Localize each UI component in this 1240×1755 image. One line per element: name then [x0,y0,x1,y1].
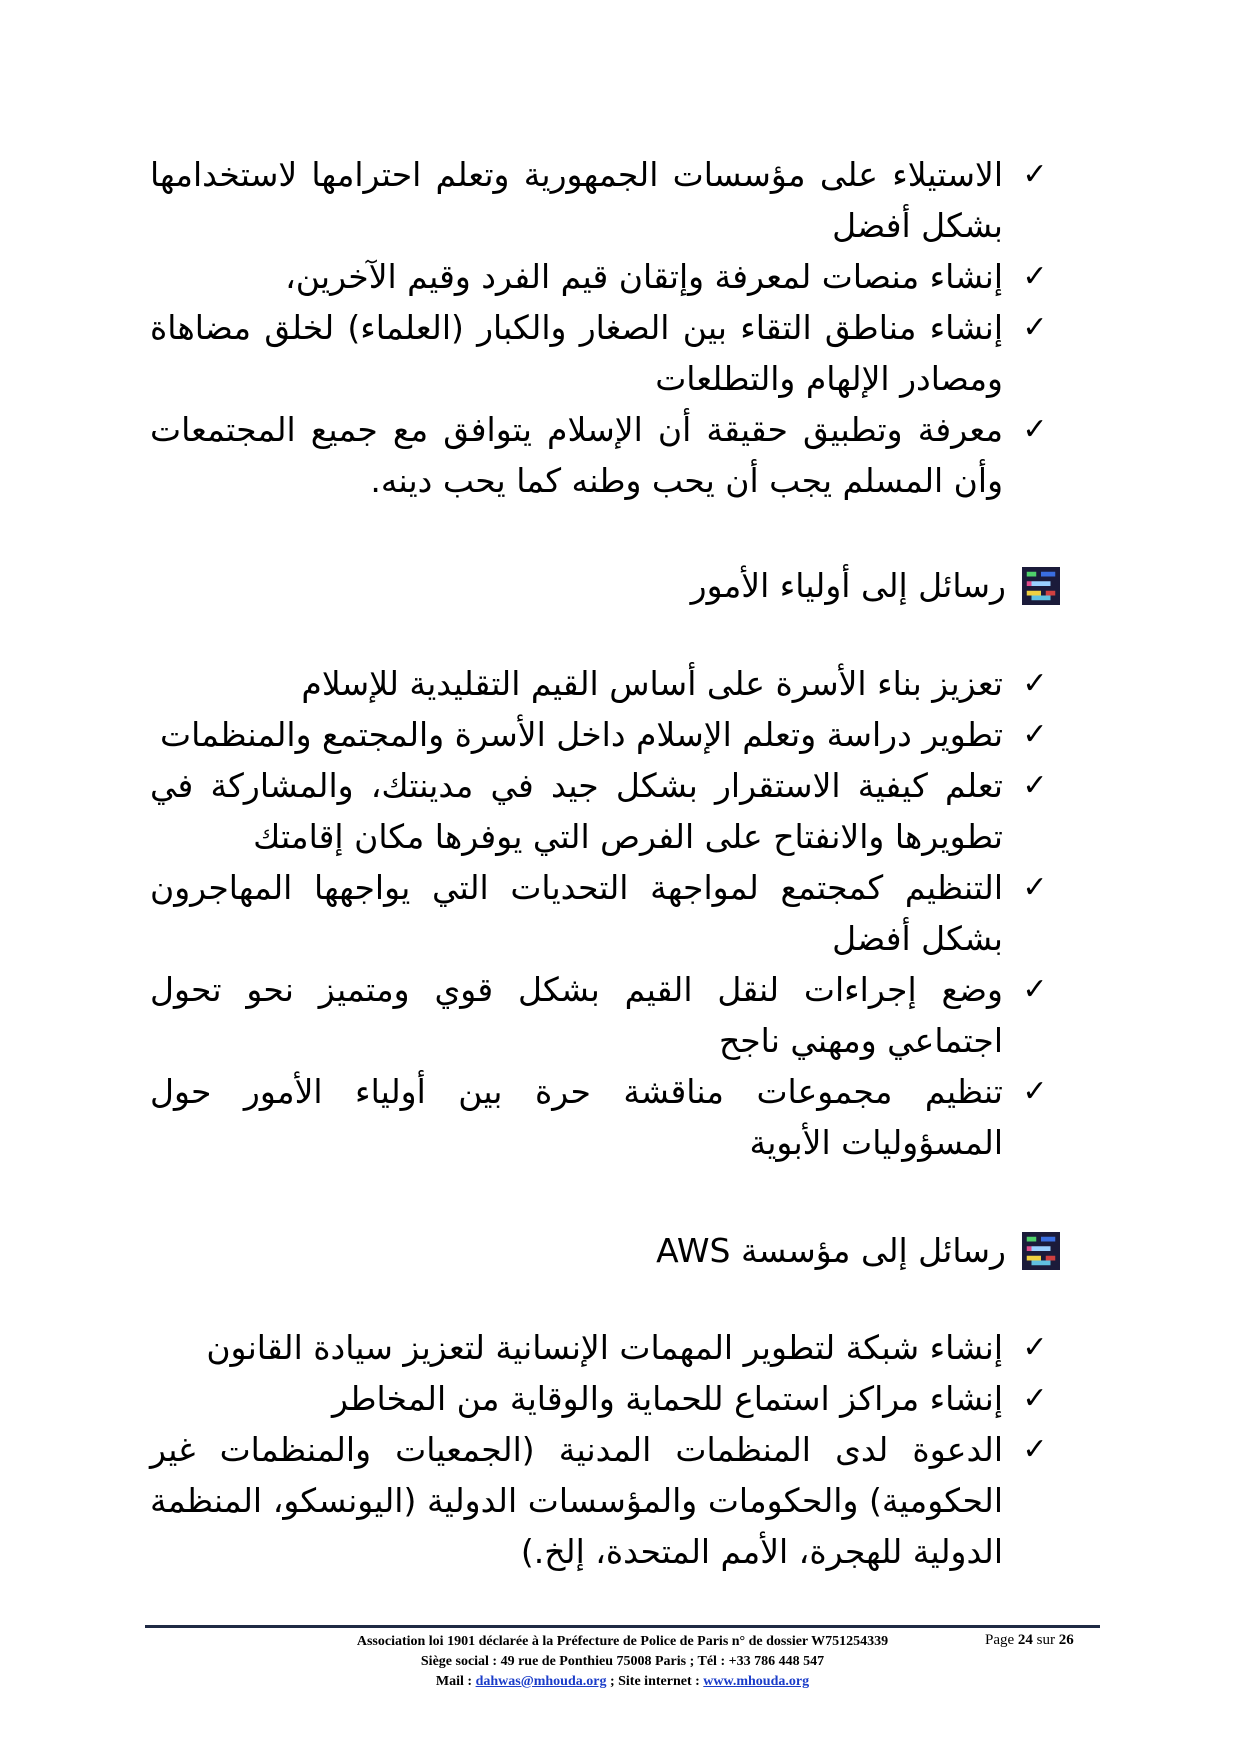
list-item: ✓ تنظيم مجموعات مناقشة حرة بين أولياء الأمور حول المسؤوليات الأبوية [150,1066,1055,1168]
check-icon: ✓ [1022,717,1048,752]
list-item: ✓ التنظيم كمجتمع لمواجهة التحديات التي يواجهها المهاجرون بشكل أفضل [150,862,1055,964]
email-link[interactable]: dahwas@mhouda.org [475,1674,607,1689]
parents-list [150,658,1055,1168]
values-list [150,149,1055,506]
list-item: ✓ إنشاء شبكة لتطوير المهمات الإنسانية لتعزيز سيادة القانون [150,1322,1055,1373]
website-link[interactable]: www.mhouda.org [703,1674,810,1689]
footer-registration: Association loi 1901 déclarée à la Préfecture de Police de Paris n° de dossier W751254339 [356,1634,889,1649]
aws-list [150,1322,1055,1577]
pixel-bullet-icon [1022,1232,1060,1270]
check-icon: ✓ [1022,972,1048,1007]
check-icon: ✓ [1022,1330,1048,1365]
check-icon: ✓ [1022,1381,1048,1416]
check-icon: ✓ [1022,1432,1048,1467]
list-item: ✓ الاستيلاء على مؤسسات الجمهورية وتعلم احترامها لاستخدامها بشكل أفضل [150,149,1055,251]
section-heading-text: رسائل إلى أولياء الأمور [690,566,1006,605]
list-item: ✓ إنشاء مناطق التقاء بين الصغار والكبار (العلماء) لخلق مضاهاة ومصادر الإلهام والتطلعات [150,302,1055,404]
page-footer [145,1632,1100,1692]
footer-contact: Mail : dahwas@mhouda.org ; Site internet : www.mhouda.org [435,1674,810,1689]
check-icon: ✓ [1022,870,1048,905]
footer-divider [145,1625,1100,1628]
section-heading-parents [691,560,1060,611]
list-item: ✓ إنشاء منصات لمعرفة وإتقان قيم الفرد وقيم الآخرين، [150,251,1055,302]
list-item: ✓ تطوير دراسة وتعلم الإسلام داخل الأسرة والمجتمع والمنظمات [150,709,1055,760]
list-item: ✓ تعلم كيفية الاستقرار بشكل جيد في مدينتك، والمشاركة في تطويرها والانفتاح على الفرص التي يوفرها مكان إقامتك [150,760,1055,862]
list-item: ✓ وضع إجراءات لنقل القيم بشكل قوي ومتميز نحو تحول اجتماعي ومهني ناجح [150,964,1055,1066]
check-icon: ✓ [1022,310,1048,345]
footer-address: Siège social : 49 rue de Ponthieu 75008 Paris ; Tél : +33 786 448 547 [420,1654,825,1669]
pixel-bullet-icon [1022,567,1060,605]
check-icon: ✓ [1022,768,1048,803]
list-item: ✓ معرفة وتطبيق حقيقة أن الإسلام يتوافق مع جميع المجتمعات وأن المسلم يجب أن يحب وطنه كما يحب دينه. [150,404,1055,506]
list-item: ✓ تعزيز بناء الأسرة على أساس القيم التقليدية للإسلام [150,658,1055,709]
check-icon: ✓ [1022,259,1048,294]
check-icon: ✓ [1022,412,1048,447]
list-item: ✓ إنشاء مراكز استماع للحماية والوقاية من المخاطر [150,1373,1055,1424]
check-icon: ✓ [1022,157,1048,192]
list-item: ✓ الدعوة لدى المنظمات المدنية (الجمعيات والمنظمات غير الحكومية) والحكومات والمؤسسات الدولية (اليونسكو، المنظمة الدولية للهجرة، الأمم المتحدة، إلخ.) [150,1424,1055,1577]
section-heading-text: رسائل إلى مؤسسة AWS [656,1231,1006,1270]
section-heading-aws [656,1225,1060,1276]
check-icon: ✓ [1022,666,1048,701]
check-icon: ✓ [1022,1074,1048,1109]
page-number: Page 24 sur 26 [985,1632,1074,1648]
